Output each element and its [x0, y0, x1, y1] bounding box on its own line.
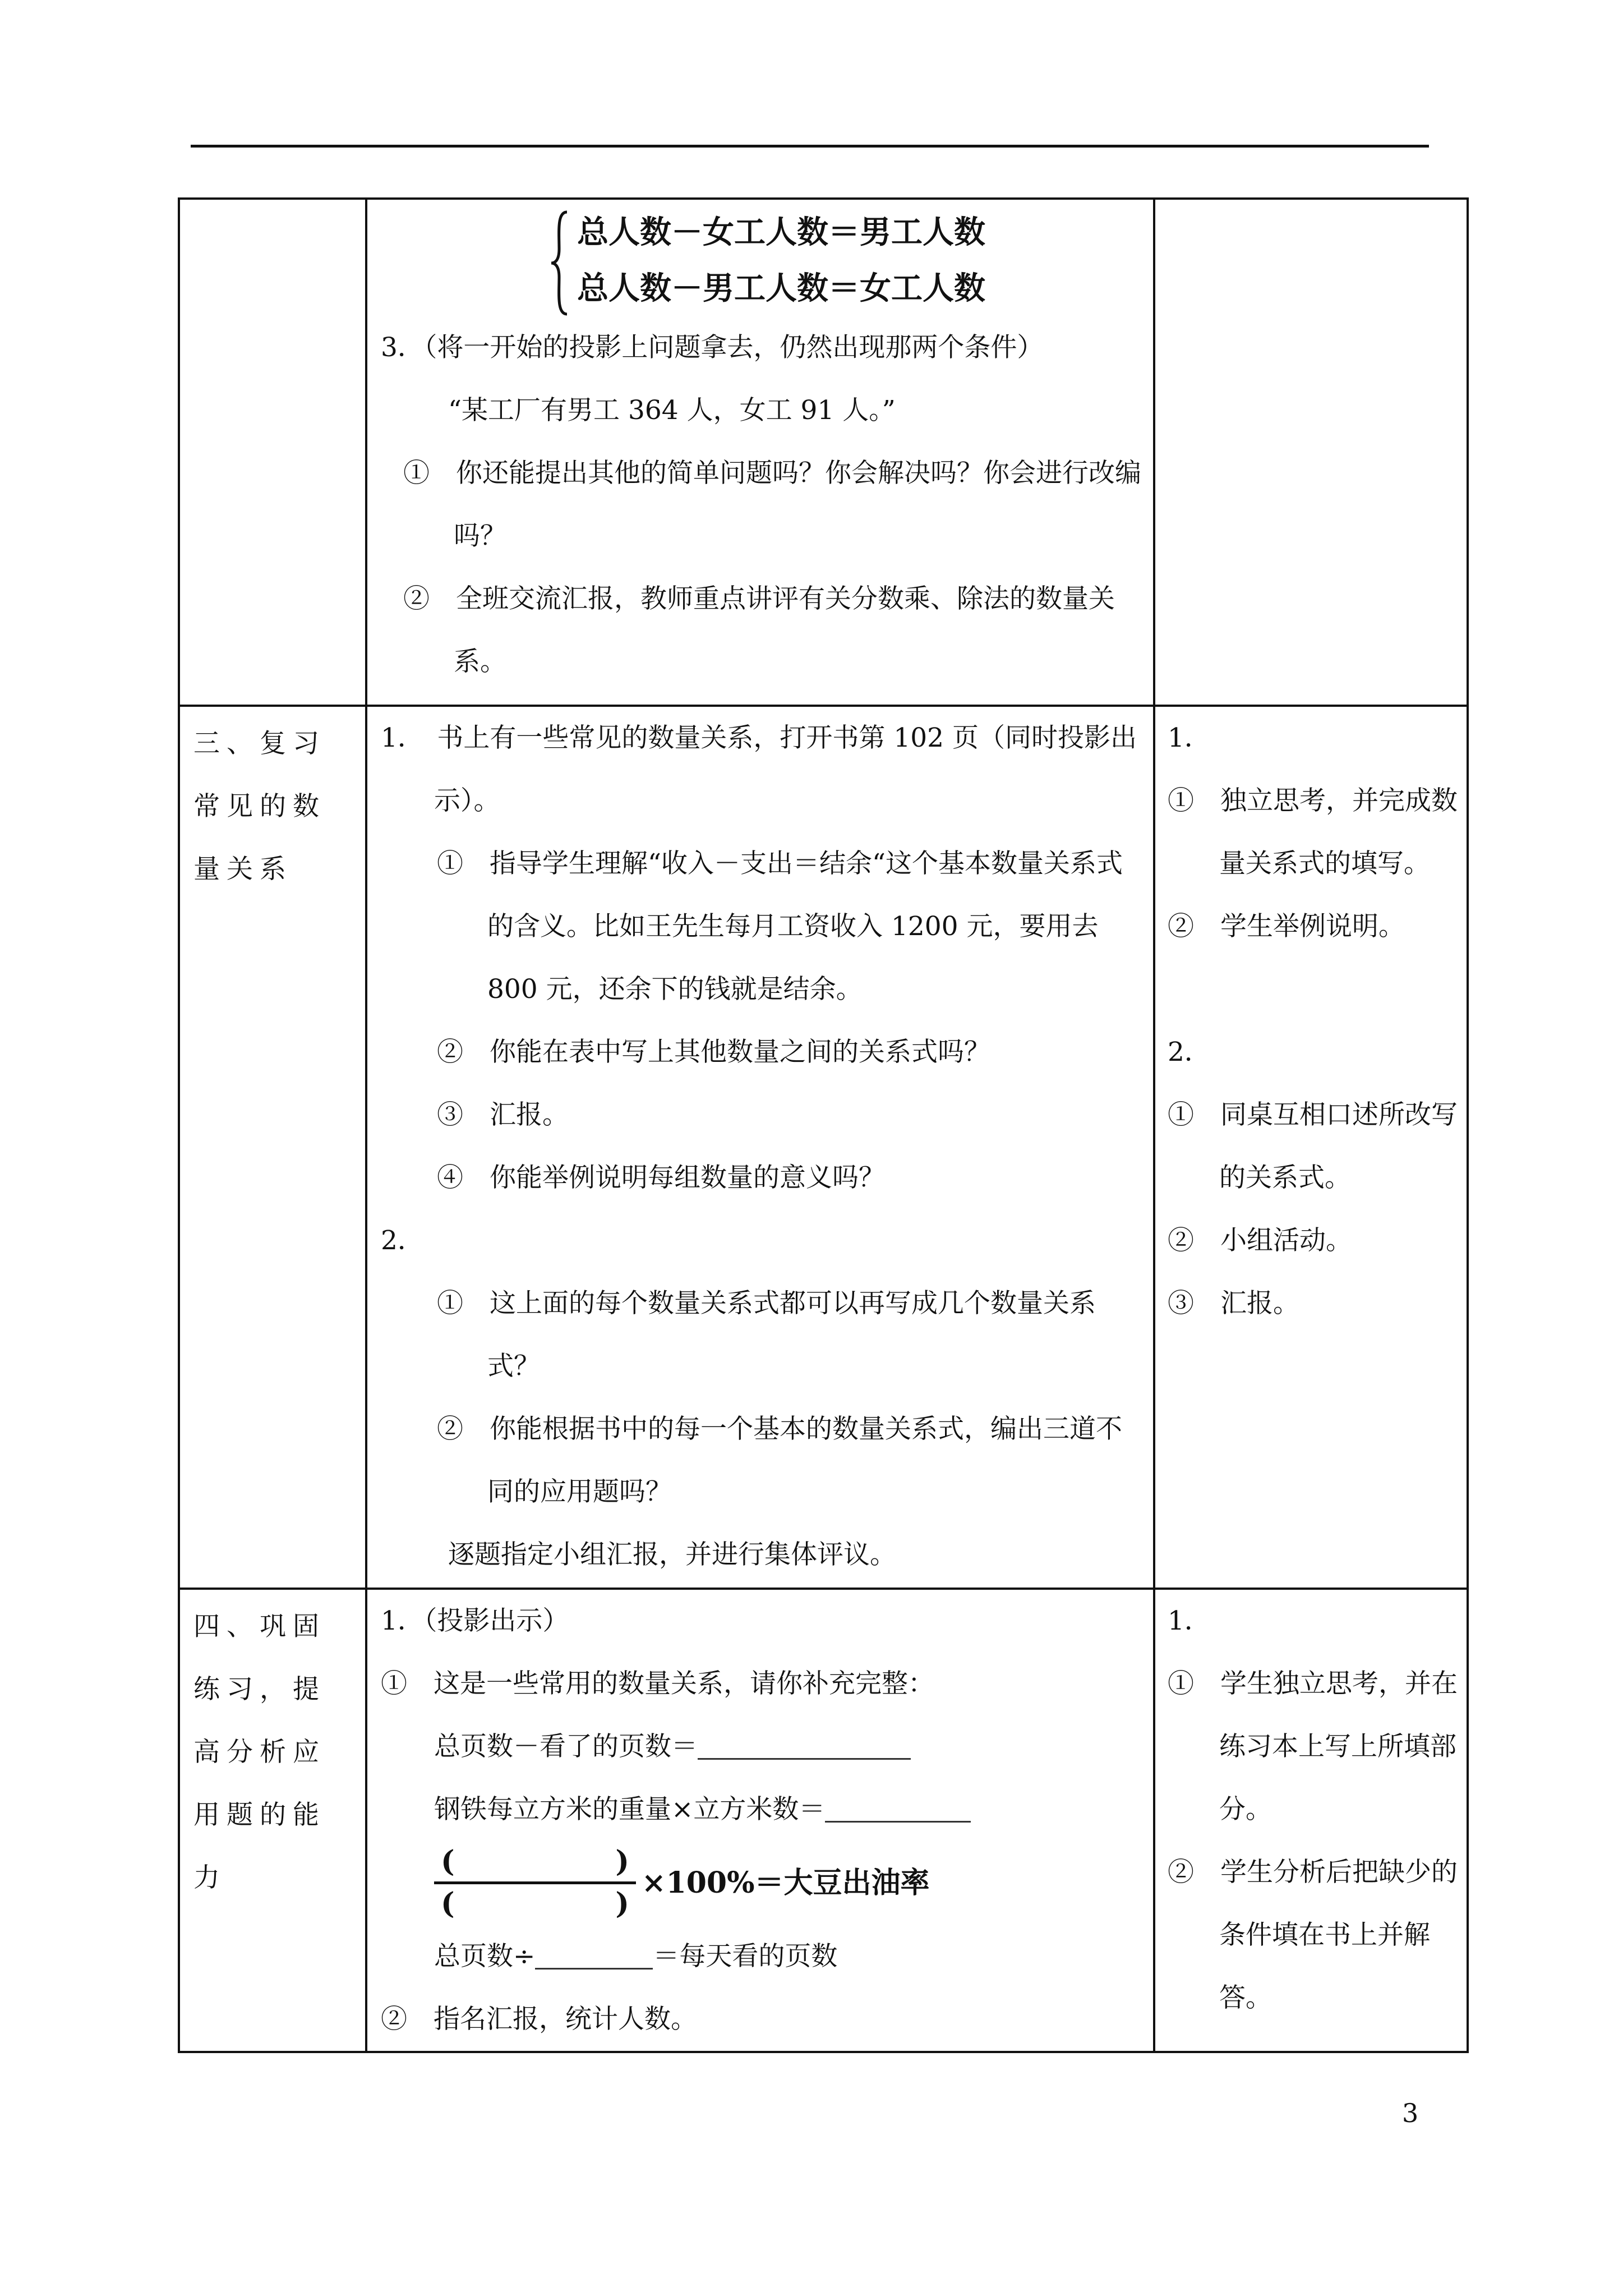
student-item-1: 1． [1168, 723, 1211, 753]
lesson-plan-table [178, 197, 1469, 2053]
teacher-activity-cell [366, 199, 1154, 706]
item-2: 2． [381, 1225, 424, 1256]
stage-title: 三、复习常见的数量关系 [193, 728, 326, 885]
equation-text: 钢铁每立方米的重量×立方米数＝ [434, 1794, 826, 1825]
teacher-activity-cell [366, 1589, 1154, 2052]
fraction-bar [434, 1881, 636, 1884]
paren-open: ( [441, 1844, 455, 1879]
stage-cell [179, 199, 366, 706]
sub-item: ④ 你能举例说明每组数量的意义吗？ [437, 1162, 885, 1193]
table-row [179, 706, 1468, 1589]
answer-blank [698, 1730, 911, 1760]
equation-text: ＝每天看的页数 [653, 1941, 838, 1972]
student-sub-item: ③ 汇报。 [1168, 1288, 1299, 1319]
paren-close: ) [615, 1887, 629, 1921]
formula-line: 总人数－男工人数＝女工人数 [577, 270, 985, 307]
student-activity-cell [1154, 199, 1468, 706]
stage-title: 四、巩固练习，提高分析应用题的能力 [193, 1611, 326, 1893]
equation-text: 总页数÷ [434, 1941, 536, 1972]
student-sub-item: ② 学生分析后把缺少的条件填在书上并解答。 [1168, 1857, 1458, 2013]
sub-item: ② 全班交流汇报，教师重点讲评有关分数乘、除法的数量关系。 [403, 583, 1115, 677]
student-activity-cell [1154, 706, 1468, 1589]
student-sub-item: ② 小组活动。 [1168, 1225, 1352, 1256]
sub-item: ③ 汇报。 [437, 1099, 569, 1130]
item-3: 3．（将一开始的投影上问题拿去，仍然出现那两个条件） [381, 332, 1044, 363]
stage-cell [179, 706, 366, 1589]
table-row [179, 199, 1468, 706]
sub-item: ② 你能在表中写上其他数量之间的关系式吗？ [437, 1037, 990, 1068]
sub-item: ① 指导学生理解“收入－支出＝结余“这个基本数量关系式的含义。比如王先生每月工资收入 1200 元，要用去 800 元，还余下的钱就是结余。 [437, 848, 1123, 1005]
brace-icon [549, 210, 569, 316]
table-row [179, 1589, 1468, 2052]
student-sub-item: ② 学生举例说明。 [1168, 911, 1405, 942]
equation-line [381, 1778, 1142, 1841]
equation-line [381, 1925, 1142, 1988]
paren-close: ) [615, 1844, 629, 1879]
sub-item: ② 指名汇报，统计人数。 [381, 2004, 697, 2035]
sub-item: ① 你还能提出其他的简单问题吗？你会解决吗？你会进行改编吗？ [403, 458, 1141, 551]
quote-text: “某工厂有男工 364 人，女工 91 人。” [448, 395, 896, 426]
sub-item: ② 你能根据书中的每一个基本的数量关系式，编出三道不同的应用题吗？ [437, 1414, 1122, 1507]
answer-blank [825, 1793, 971, 1823]
formula-brace-group [549, 204, 1142, 316]
student-sub-item: ① 同桌互相口述所改写的关系式。 [1168, 1099, 1458, 1193]
equation-text: 总页数－看了的页数＝ [434, 1731, 698, 1762]
page-number: 3 [1402, 2098, 1419, 2128]
formula-line: 总人数－女工人数＝男工人数 [577, 214, 985, 251]
sub-item: ① 这上面的每个数量关系式都可以再写成几个数量关系式？ [437, 1288, 1096, 1382]
item-1: 1． 书上有一些常见的数量关系，打开书第 102 页（同时投影出示）。 [381, 723, 1137, 816]
item-1: 1．（投影出示） [381, 1605, 569, 1636]
student-sub-item: ① 独立思考，并完成数量关系式的填写。 [1168, 785, 1458, 879]
student-item-1: 1． [1168, 1605, 1211, 1636]
spacer [1168, 958, 1461, 1021]
closing-text: 逐题指定小组汇报，并进行集体评议。 [448, 1539, 896, 1570]
sub-item: ① 这是一些常用的数量关系，请你补充完整： [381, 1668, 934, 1699]
teacher-activity-cell [366, 706, 1154, 1589]
equation-line [381, 1715, 1142, 1778]
student-item-2: 2． [1168, 1037, 1211, 1068]
fraction [434, 1844, 636, 1921]
stage-cell [179, 1589, 366, 2052]
header-rule [191, 145, 1429, 148]
fraction-equation [434, 1841, 1142, 1925]
student-sub-item: ① 学生独立思考，并在练习本上写上所填部分。 [1168, 1668, 1458, 1825]
fraction-tail: ×100%＝大豆出油率 [642, 1866, 930, 1900]
student-activity-cell [1154, 1589, 1468, 2052]
answer-blank [535, 1940, 653, 1970]
paren-open: ( [441, 1887, 455, 1921]
